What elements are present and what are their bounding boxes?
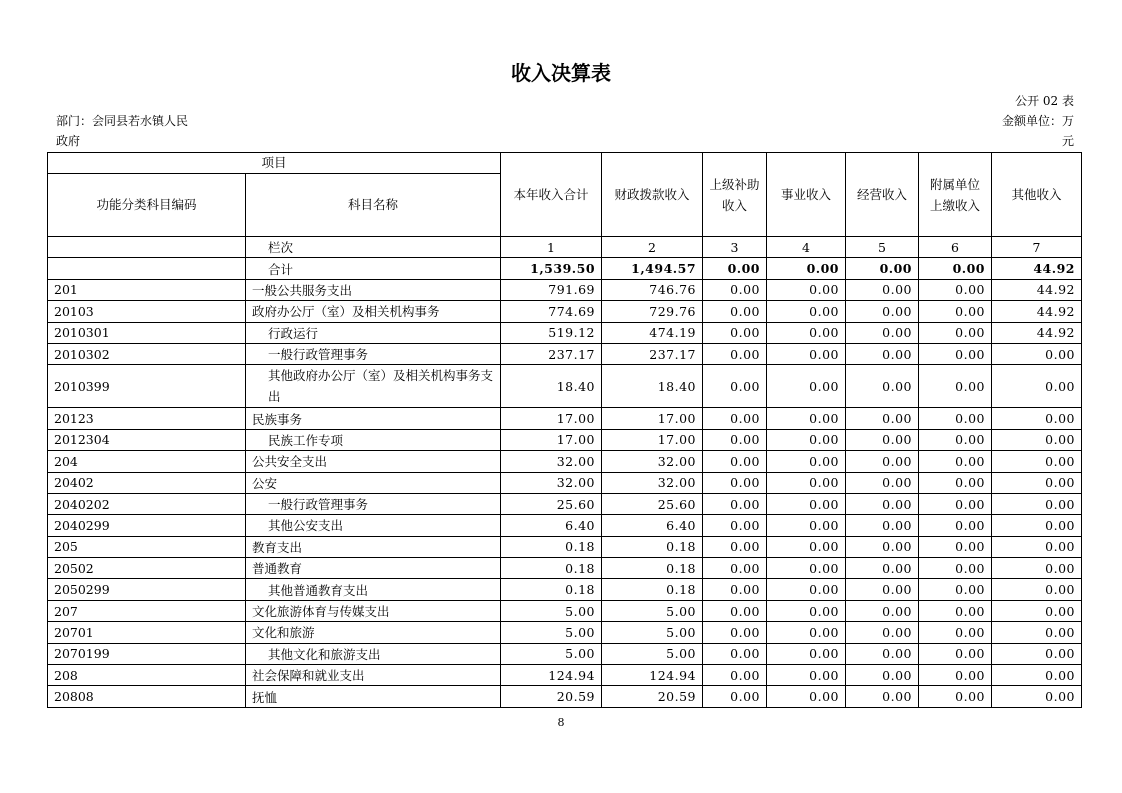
- row-name: 一般行政管理事务: [246, 493, 501, 514]
- row-value: 0.00: [919, 665, 992, 686]
- row-value: 0.00: [703, 408, 767, 429]
- row-value: 0.00: [703, 365, 767, 408]
- row-value: 791.69: [501, 279, 602, 300]
- row-value: 44.92: [992, 279, 1082, 300]
- row-value: 0.00: [846, 301, 919, 322]
- row-value: 0.00: [846, 408, 919, 429]
- row-value: 6.40: [501, 515, 602, 536]
- header-item: 项目: [48, 153, 501, 174]
- row-value: 0.00: [703, 322, 767, 343]
- row-value: 0.00: [767, 451, 846, 472]
- row-value: 25.60: [602, 493, 703, 514]
- table-row: [48, 472, 1082, 493]
- row-value: 474.19: [602, 322, 703, 343]
- row-value: 32.00: [501, 451, 602, 472]
- table-body: [48, 279, 1082, 707]
- header-col4: 事业收入: [767, 153, 846, 237]
- row-value: 5.00: [602, 600, 703, 621]
- row-value: 0.00: [992, 558, 1082, 579]
- row-value: 32.00: [602, 451, 703, 472]
- row-value: 0.00: [846, 665, 919, 686]
- row-value: 0.00: [919, 579, 992, 600]
- row-value: 0.00: [919, 301, 992, 322]
- row-value: 5.00: [501, 643, 602, 664]
- row-value: 17.00: [501, 429, 602, 450]
- column-index-empty: [48, 237, 246, 258]
- row-value: 0.00: [846, 515, 919, 536]
- row-value: 124.94: [501, 665, 602, 686]
- total-value: 1,539.50: [501, 258, 602, 279]
- row-value: 0.00: [992, 408, 1082, 429]
- row-value: 0.00: [767, 322, 846, 343]
- row-value: 0.00: [992, 643, 1082, 664]
- table-row: [48, 558, 1082, 579]
- row-value: 774.69: [501, 301, 602, 322]
- row-value: 0.00: [992, 622, 1082, 643]
- row-code: 201: [48, 279, 246, 300]
- row-name: 普通教育: [246, 558, 501, 579]
- row-value: 0.00: [846, 600, 919, 621]
- row-code: 208: [48, 665, 246, 686]
- total-value: 0.00: [767, 258, 846, 279]
- row-value: 0.00: [919, 343, 992, 364]
- row-value: 0.00: [703, 643, 767, 664]
- row-value: 0.00: [703, 536, 767, 557]
- row-value: 20.59: [602, 686, 703, 707]
- row-value: 0.00: [919, 472, 992, 493]
- row-value: 0.00: [919, 322, 992, 343]
- row-value: 0.00: [992, 472, 1082, 493]
- row-value: 25.60: [501, 493, 602, 514]
- table-row: [48, 451, 1082, 472]
- row-value: 0.00: [767, 301, 846, 322]
- row-value: 44.92: [992, 322, 1082, 343]
- row-value: 0.00: [919, 686, 992, 707]
- row-value: 0.00: [767, 600, 846, 621]
- row-value: 0.00: [846, 622, 919, 643]
- row-value: 0.00: [919, 365, 992, 408]
- row-code: 2040299: [48, 515, 246, 536]
- row-code: 2010302: [48, 343, 246, 364]
- row-value: 0.00: [767, 686, 846, 707]
- row-value: 0.00: [919, 515, 992, 536]
- row-value: 0.00: [703, 515, 767, 536]
- column-index: 2: [602, 237, 703, 258]
- table-header: [48, 153, 1082, 280]
- row-value: 0.00: [703, 429, 767, 450]
- row-code: 20701: [48, 622, 246, 643]
- row-value: 0.00: [919, 429, 992, 450]
- row-value: 18.40: [501, 365, 602, 408]
- row-value: 237.17: [501, 343, 602, 364]
- column-index: 5: [846, 237, 919, 258]
- row-value: 0.00: [767, 579, 846, 600]
- row-value: 5.00: [602, 622, 703, 643]
- row-value: 0.18: [602, 579, 703, 600]
- table-row: [48, 622, 1082, 643]
- amount-unit-line1: 金额单位：万: [1001, 114, 1074, 128]
- table-row: [48, 343, 1082, 364]
- department-line1: 部门：会同县若水镇人民: [56, 114, 189, 128]
- row-value: 5.00: [602, 643, 703, 664]
- row-code: 20123: [48, 408, 246, 429]
- row-value: 0.00: [992, 429, 1082, 450]
- row-value: 0.00: [919, 536, 992, 557]
- row-name: 社会保障和就业支出: [246, 665, 501, 686]
- row-code: 20808: [48, 686, 246, 707]
- table-row: [48, 322, 1082, 343]
- total-value: 1,494.57: [602, 258, 703, 279]
- column-index-label: 栏次: [246, 237, 501, 258]
- row-name: 行政运行: [246, 322, 501, 343]
- row-value: 0.18: [602, 558, 703, 579]
- row-value: 0.00: [919, 493, 992, 514]
- row-value: 0.00: [846, 579, 919, 600]
- row-value: 0.18: [501, 579, 602, 600]
- table-row: [48, 301, 1082, 322]
- row-value: 0.00: [992, 600, 1082, 621]
- total-row: [48, 258, 1082, 279]
- row-name: 其他文化和旅游支出: [246, 643, 501, 664]
- row-value: 0.00: [703, 665, 767, 686]
- row-value: 0.00: [992, 451, 1082, 472]
- row-value: 0.00: [703, 493, 767, 514]
- row-value: 0.00: [992, 536, 1082, 557]
- row-code: 20402: [48, 472, 246, 493]
- row-name: 其他政府办公厅（室）及相关机构事务支出: [246, 365, 501, 408]
- row-value: 0.00: [992, 515, 1082, 536]
- row-value: 0.00: [846, 493, 919, 514]
- row-name: 一般行政管理事务: [246, 343, 501, 364]
- row-name: 政府办公厅（室）及相关机构事务: [246, 301, 501, 322]
- column-index: 4: [767, 237, 846, 258]
- row-value: 32.00: [501, 472, 602, 493]
- total-value: 0.00: [703, 258, 767, 279]
- row-value: 0.00: [919, 643, 992, 664]
- table-row: [48, 579, 1082, 600]
- row-value: 0.00: [846, 451, 919, 472]
- row-value: 0.00: [846, 279, 919, 300]
- row-value: 0.00: [703, 279, 767, 300]
- row-value: 0.00: [992, 686, 1082, 707]
- row-value: 0.00: [846, 429, 919, 450]
- table-row: [48, 429, 1082, 450]
- row-value: 0.00: [703, 451, 767, 472]
- header-col3: 上级补助收入: [703, 153, 767, 237]
- total-value: 0.00: [919, 258, 992, 279]
- row-value: 0.00: [767, 643, 846, 664]
- row-name: 公安: [246, 472, 501, 493]
- row-value: 0.00: [919, 279, 992, 300]
- table-row: [48, 643, 1082, 664]
- row-value: 0.00: [919, 622, 992, 643]
- total-label: 合计: [246, 258, 501, 279]
- page-title: 收入决算表: [511, 61, 611, 85]
- column-index: 1: [501, 237, 602, 258]
- row-code: 20103: [48, 301, 246, 322]
- row-value: 0.00: [992, 493, 1082, 514]
- column-index: 3: [703, 237, 767, 258]
- row-value: 729.76: [602, 301, 703, 322]
- amount-unit-line2: 元: [1061, 134, 1074, 148]
- row-code: 2070199: [48, 643, 246, 664]
- row-name: 其他普通教育支出: [246, 579, 501, 600]
- row-name: 文化旅游体育与传媒支出: [246, 600, 501, 621]
- row-value: 0.18: [501, 558, 602, 579]
- row-name: 教育支出: [246, 536, 501, 557]
- row-name: 抚恤: [246, 686, 501, 707]
- row-value: 17.00: [602, 429, 703, 450]
- row-value: 519.12: [501, 322, 602, 343]
- department-line2: 政府: [56, 134, 81, 148]
- row-value: 0.00: [767, 558, 846, 579]
- row-value: 0.00: [919, 600, 992, 621]
- row-value: 0.00: [703, 558, 767, 579]
- row-name: 文化和旅游: [246, 622, 501, 643]
- row-value: 0.18: [602, 536, 703, 557]
- table-row: [48, 515, 1082, 536]
- table-row: [48, 365, 1082, 408]
- row-value: 0.00: [703, 343, 767, 364]
- row-value: 0.00: [919, 451, 992, 472]
- row-value: 0.00: [919, 558, 992, 579]
- row-code: 207: [48, 600, 246, 621]
- row-value: 17.00: [501, 408, 602, 429]
- column-index-row: [48, 237, 1082, 258]
- row-value: 0.00: [767, 665, 846, 686]
- row-value: 0.00: [992, 365, 1082, 408]
- row-value: 0.00: [767, 429, 846, 450]
- header-code: 功能分类科目编码: [48, 174, 246, 237]
- row-name: 其他公安支出: [246, 515, 501, 536]
- row-value: 18.40: [602, 365, 703, 408]
- row-value: 0.00: [767, 515, 846, 536]
- row-value: 0.00: [767, 279, 846, 300]
- row-value: 0.00: [992, 343, 1082, 364]
- total-value: 44.92: [992, 258, 1082, 279]
- row-value: 20.59: [501, 686, 602, 707]
- row-name: 公共安全支出: [246, 451, 501, 472]
- table-row: [48, 536, 1082, 557]
- income-table: [47, 152, 1082, 708]
- row-value: 0.00: [703, 686, 767, 707]
- row-value: 5.00: [501, 600, 602, 621]
- row-value: 0.00: [703, 622, 767, 643]
- row-value: 0.00: [703, 472, 767, 493]
- row-value: 32.00: [602, 472, 703, 493]
- row-value: 0.00: [992, 579, 1082, 600]
- report-meta-left: [56, 111, 216, 151]
- row-value: 0.00: [703, 579, 767, 600]
- row-value: 0.18: [501, 536, 602, 557]
- table-row: [48, 279, 1082, 300]
- total-empty: [48, 258, 246, 279]
- row-name: 民族事务: [246, 408, 501, 429]
- row-code: 2010399: [48, 365, 246, 408]
- row-code: 2040202: [48, 493, 246, 514]
- row-value: 0.00: [846, 536, 919, 557]
- row-code: 2012304: [48, 429, 246, 450]
- header-col6: 附属单位上缴收入: [919, 153, 992, 237]
- header-col2: 财政拨款收入: [602, 153, 703, 237]
- report-meta-right: [954, 91, 1074, 151]
- row-code: 204: [48, 451, 246, 472]
- row-value: 0.00: [703, 301, 767, 322]
- row-value: 746.76: [602, 279, 703, 300]
- row-code: 2050299: [48, 579, 246, 600]
- row-value: 124.94: [602, 665, 703, 686]
- row-value: 0.00: [846, 322, 919, 343]
- row-value: 0.00: [767, 493, 846, 514]
- row-value: 237.17: [602, 343, 703, 364]
- row-code: 205: [48, 536, 246, 557]
- row-value: 0.00: [767, 408, 846, 429]
- header-col5: 经营收入: [846, 153, 919, 237]
- page-number: 8: [557, 716, 565, 729]
- row-value: 0.00: [846, 686, 919, 707]
- row-value: 0.00: [767, 536, 846, 557]
- table-row: [48, 600, 1082, 621]
- table-row: [48, 493, 1082, 514]
- header-col1: 本年收入合计: [501, 153, 602, 237]
- row-value: 0.00: [846, 365, 919, 408]
- row-value: 0.00: [703, 600, 767, 621]
- header-col7: 其他收入: [992, 153, 1082, 237]
- row-value: 0.00: [767, 343, 846, 364]
- row-value: 44.92: [992, 301, 1082, 322]
- column-index: 7: [992, 237, 1082, 258]
- row-value: 17.00: [602, 408, 703, 429]
- table-number: 公开 02 表: [1015, 94, 1074, 108]
- row-value: 6.40: [602, 515, 703, 536]
- row-value: 0.00: [919, 408, 992, 429]
- row-value: 0.00: [846, 343, 919, 364]
- row-value: 5.00: [501, 622, 602, 643]
- row-value: 0.00: [767, 472, 846, 493]
- header-name: 科目名称: [246, 174, 501, 237]
- row-value: 0.00: [846, 643, 919, 664]
- table-row: [48, 665, 1082, 686]
- row-code: 20502: [48, 558, 246, 579]
- row-value: 0.00: [846, 472, 919, 493]
- row-value: 0.00: [767, 622, 846, 643]
- row-name: 一般公共服务支出: [246, 279, 501, 300]
- row-value: 0.00: [767, 365, 846, 408]
- row-code: 2010301: [48, 322, 246, 343]
- table-row: [48, 408, 1082, 429]
- row-value: 0.00: [992, 665, 1082, 686]
- row-name: 民族工作专项: [246, 429, 501, 450]
- table-row: [48, 686, 1082, 707]
- total-value: 0.00: [846, 258, 919, 279]
- column-index: 6: [919, 237, 992, 258]
- row-value: 0.00: [846, 558, 919, 579]
